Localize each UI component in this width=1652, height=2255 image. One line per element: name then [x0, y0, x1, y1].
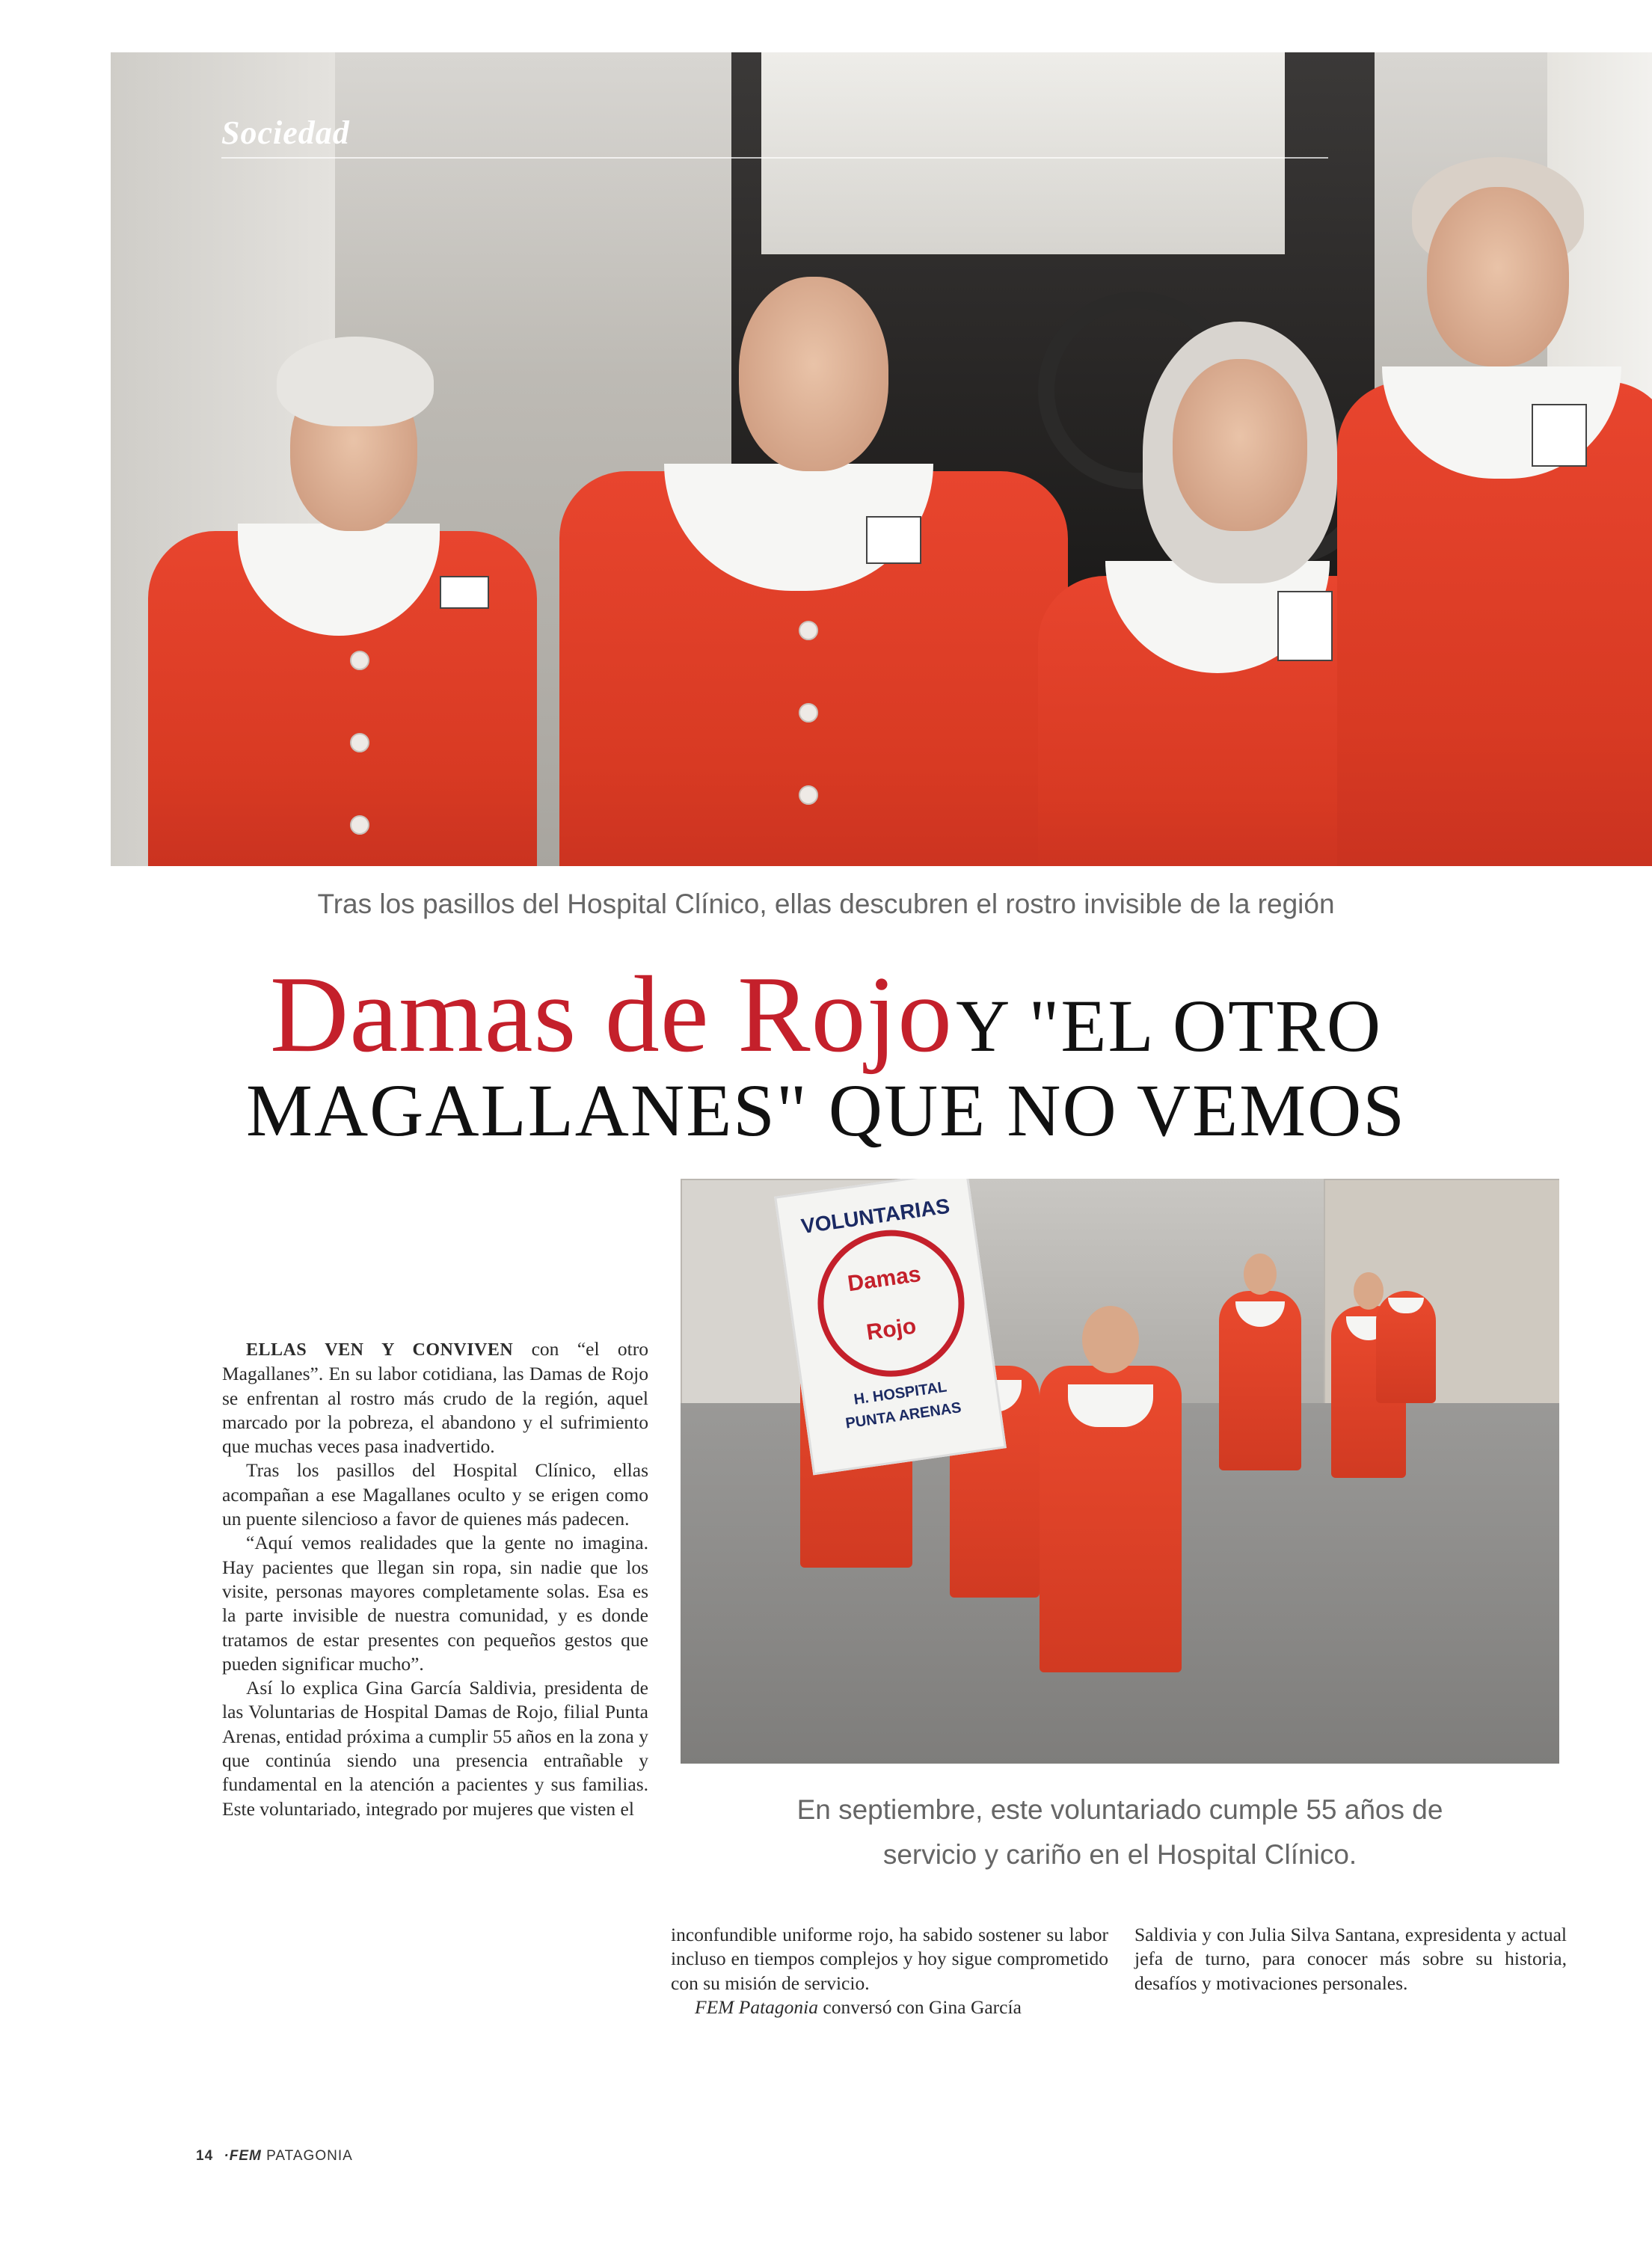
parade-caption: [681, 1788, 1559, 1877]
marcher: [1040, 1366, 1182, 1672]
marcher: [1376, 1291, 1436, 1403]
paragraph-3: “Aquí vemos realidades que la gente no imagina. Hay pacientes que llegan sin ropa, sin nadie que los visite, personas mayores completamente solas. Esa es la parte invisible de nuestra comunidad, y es donde tratamos de estar presentes con pequeños gestos que pueden significar mucho”.: [222, 1532, 648, 1675]
paragraph-5-continued: Saldivia y con Julia Silva Santana, expresidenta y actual jefa de turno, para conocer más sobre su historia, desafíos y motivaciones personales.: [1134, 1924, 1567, 1994]
hero-photo: [111, 52, 1652, 866]
paragraph-2: Tras los pasillos del Hospital Clínico, ellas acompañan a ese Magallanes oculto y se erigen como un puente silencioso a favor de quienes más padecen.: [222, 1459, 648, 1530]
banner-line-5: PUNTA ARENAS: [844, 1399, 962, 1432]
section-label: Sociedad: [221, 114, 350, 151]
paragraph-1: con “el otro Magallanes”. En su labor cotidiana, las Damas de Rojo se enfrentan al rostro más crudo de la región, aquel marcado por la pobreza, el abandono y el sufrimiento que muchas veces pasa inadvertido.: [222, 1338, 648, 1458]
banner-logo: [808, 1221, 974, 1386]
hero-caption: Tras los pasillos del Hospital Clínico, ellas descubren el rostro invisible de la región: [317, 889, 1335, 919]
headline: [0, 954, 1652, 1152]
parade-caption-line-2: servicio y cariño en el Hospital Clínico.: [882, 1839, 1357, 1870]
parade-caption-line-1: En septiembre, este voluntariado cumple 55 años de: [796, 1794, 1443, 1825]
page-footer: [196, 2148, 353, 2165]
footer-brand-suffix: PATAGONIA: [266, 2148, 353, 2164]
body-column-3: [1134, 1923, 1567, 1995]
paragraph-4-continued: inconfundible uniforme rojo, ha sabido sostener su labor incluso en tiempos complejos y hoy sigue comprometido con su misión de servicio.: [671, 1924, 1108, 1994]
footer-brand: ·FEM: [224, 2148, 262, 2164]
headline-black-2: MAGALLANES" QUE NO VEMOS: [246, 1069, 1406, 1152]
parade-photo: [681, 1179, 1559, 1764]
body-column-2: [671, 1923, 1108, 2019]
section-rule: [221, 157, 1328, 159]
banner-line-2: Damas: [846, 1261, 923, 1297]
banner-line-1: VOLUNTARIAS: [799, 1194, 951, 1239]
body-column-1: [222, 1337, 648, 1821]
magazine-name: FEM Patagonia: [695, 1995, 819, 2018]
paragraph-4: Así lo explica Gina García Saldivia, presidenta de las Voluntarias de Hospital Damas de Rojo, filial Punta Arenas, entidad próxima a cumplir 55 años en la zona y que continúa siendo una presencia entrañable y fundamental en la atención a pacientes y sus familias. Este voluntariado, integrado por mujeres que visten el: [222, 1677, 648, 1820]
headline-black-1: Y "EL OTRO: [956, 984, 1383, 1067]
voluntarias-banner: [774, 1179, 1007, 1475]
page-number: 14: [196, 2148, 214, 2164]
banner-line-4: H. HOSPITAL: [853, 1378, 948, 1408]
banner-line-3: Rojo: [865, 1313, 918, 1346]
headline-red: Damas de Rojo: [269, 954, 954, 1075]
marcher: [1219, 1291, 1301, 1470]
lead-in: ELLAS VEN Y CONVIVEN: [246, 1340, 514, 1360]
paragraph-5: conversó con Gina García: [818, 1995, 1022, 2018]
printing-press-top: [761, 52, 1285, 254]
